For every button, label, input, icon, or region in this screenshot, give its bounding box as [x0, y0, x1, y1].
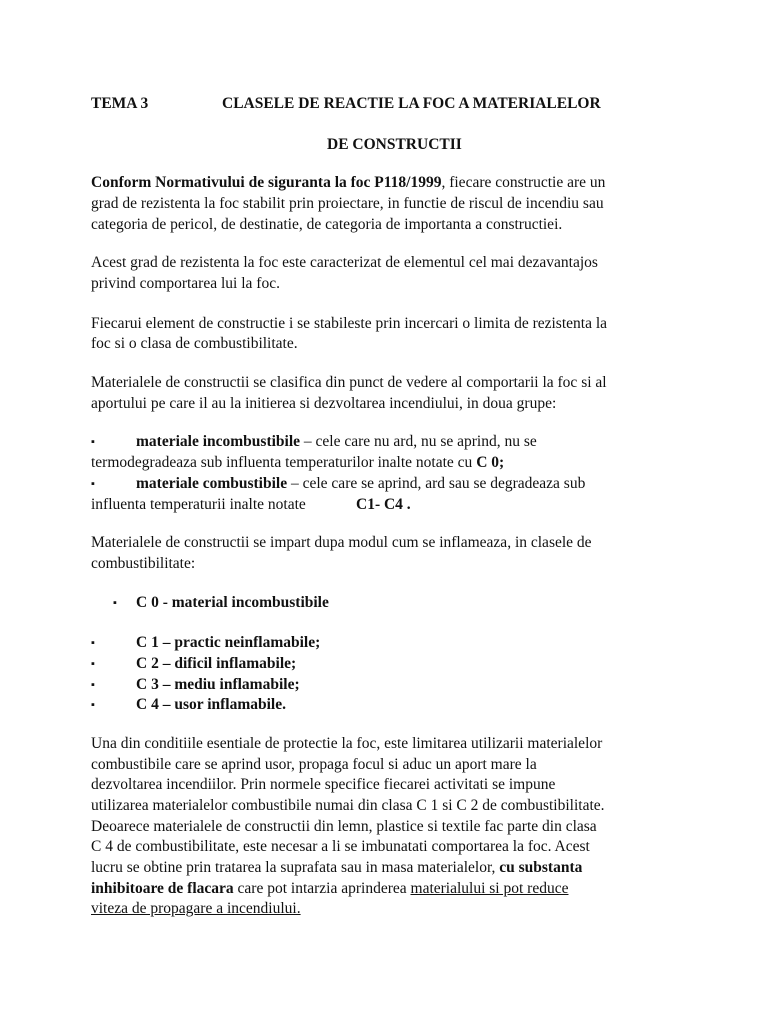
paragraph-6-line-4: utilizarea materialelor combustibile numai din clasa C 1 si C 2 de combustibilitate.: [91, 797, 605, 814]
class-item: C 1 – practic neinflamabile;: [136, 634, 321, 651]
group-2-line-2: influenta temperaturii inalte notate: [91, 496, 306, 513]
paragraph-3-line-1: Fiecarui element de constructie i se stabileste prin incercari o limita de rezistenta la: [91, 315, 608, 332]
paragraph-6-line-7: lucru se obtine prin tratarea la suprafata sau in masa materialelor, cu substanta: [91, 859, 583, 876]
page-title-line1: CLASELE DE REACTIE LA FOC A MATERIALELOR: [222, 95, 601, 112]
paragraph-6-line-2: combustibile care se aprind usor, propaga focul si aduc un aport mare la: [91, 756, 537, 773]
group-1-line-2: termodegradeaza sub influenta temperaturilor inalte notate cu C 0;: [91, 454, 505, 471]
paragraph-4-line-2: aportului pe care il au la initierea si dezvoltarea incendiului, in doua grupe:: [91, 395, 557, 412]
paragraph-1-line-3: categoria de pericol, de destinatie, de categoria de importanta a constructiei.: [91, 216, 563, 233]
paragraph-5-line-1: Materialele de constructii se impart dupa modul cum se inflameaza, in clasele de: [91, 534, 592, 551]
group-2-classes: C1- C4 .: [356, 496, 411, 513]
page-title-line2: DE CONSTRUCTII: [327, 136, 462, 153]
paragraph-6-line-6: C 4 de combustibilitate, este necesar a li se imbunatati comportarea la foc. Acest: [91, 838, 590, 855]
bullet-icon: ▪: [91, 478, 95, 490]
class-item: C 2 – dificil inflamabile;: [136, 655, 297, 672]
group-1-term: materiale incombustibile: [136, 433, 301, 450]
bullet-icon: ▪: [91, 679, 95, 691]
group-2-line-1: materiale combustibile – cele care se aprind, ard sau se degradeaza sub: [136, 475, 586, 492]
bullet-icon: ▪: [91, 436, 95, 448]
bullet-icon: ▪: [91, 699, 95, 711]
paragraph-1-line-1: Conform Normativului de siguranta la foc P118/1999, fiecare constructie are un: [91, 174, 606, 191]
paragraph-2-line-1: Acest grad de rezistenta la foc este caracterizat de elementul cel mai dezavantajos: [91, 254, 598, 271]
paragraph-6-line-5: Deoarece materialele de constructii din lemn, plastice si textile fac parte din clasa: [91, 818, 597, 835]
group-1-line-1: materiale incombustibile – cele care nu ard, nu se aprind, nu se: [136, 433, 537, 450]
paragraph-3-line-2: foc si o clasa de combustibilitate.: [91, 335, 298, 352]
paragraph-2-line-2: privind comportarea lui la foc.: [91, 275, 280, 292]
topic-label: TEMA 3: [91, 95, 149, 112]
bullet-icon: ▪: [113, 597, 117, 609]
class-item: C 4 – usor inflamabile.: [136, 696, 286, 713]
paragraph-4-line-1: Materialele de constructii se clasifica din punct de vedere al comportarii la foc si al: [91, 374, 607, 391]
paragraph-6-line-8: inhibitoare de flacara care pot intarzia aprinderea materialului si pot reduce: [91, 880, 569, 897]
paragraph-6-line-3: dezvoltarea incendiilor. Prin normele specifice fiecarei activitati se impune: [91, 776, 556, 793]
paragraph-5-line-2: combustibilitate:: [91, 555, 196, 572]
group-2-term: materiale combustibile: [136, 475, 288, 492]
paragraph-1-line-2: grad de rezistenta la foc stabilit prin proiectare, in functie de riscul de incendiu sau: [91, 195, 604, 212]
class-c0: C 0 - material incombustibile: [136, 594, 329, 611]
class-item: C 3 – mediu inflamabile;: [136, 676, 300, 693]
paragraph-6-line-1: Una din conditiile esentiale de protectie la foc, este limitarea utilizarii materialelor: [91, 735, 603, 752]
normative-reference: Conform Normativului de siguranta la foc P118/1999: [91, 174, 442, 191]
paragraph-6-line-9: viteza de propagare a incendiului.: [91, 900, 301, 917]
bullet-icon: ▪: [91, 637, 95, 649]
bullet-icon: ▪: [91, 658, 95, 670]
